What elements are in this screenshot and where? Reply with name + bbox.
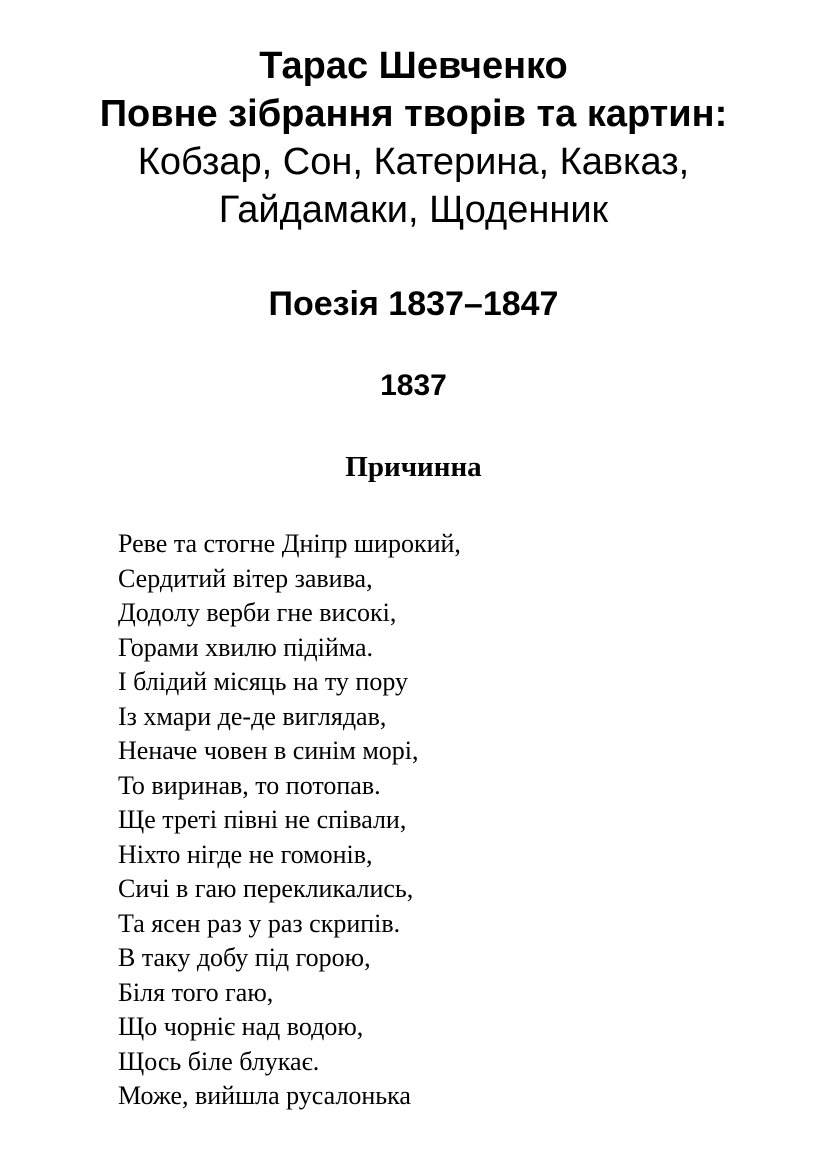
poem-line: Сичі в гаю перекликались, [118,874,414,903]
poem-line: Горами хвилю підійма. [118,632,374,662]
book-header [0,42,827,234]
collection-title: Повне зібрання творів та картин: [99,93,728,135]
poem-title: Причинна [345,451,482,483]
poem-line: Неначе човен в синім морі, [118,736,419,765]
poem-line: Реве та стогне Дніпр широкий, [118,529,461,558]
poem-line: Щось біле блукає. [118,1046,320,1076]
poem-line: Біля того гаю, [118,977,274,1007]
poem-line: Що чорніє над водою, [118,1012,364,1041]
poem-line: В таку добу під горою, [118,943,371,972]
poem-line: І блідий місяць на ту пору [118,667,408,696]
poem-line: Сердитий вітер завива, [118,563,373,593]
section-title: Поезія 1837–1847 [268,285,559,323]
subtitle-line-2: Гайдамаки, Щоденник [218,189,609,231]
poem-line: Ніхто нігде не гомонів, [118,839,373,869]
subtitle-line-1: Кобзар, Сон, Катерина, Кавказ, [137,141,690,183]
poem-text [118,527,798,1114]
poem-line: То виринав, то потопав. [118,770,381,800]
section-year: 1837 [380,369,447,402]
poem-line: Із хмари де-де виглядав, [118,701,387,731]
author-name: Тарас Шевченко [259,45,568,87]
poem-line: Та ясен раз у раз скрипів. [118,908,401,938]
poem-line: Може, вийшла русалонька [118,1081,411,1110]
poem-line: Ще треті півні не співали, [118,805,407,834]
poem-line: Додолу верби гне високі, [118,598,397,627]
